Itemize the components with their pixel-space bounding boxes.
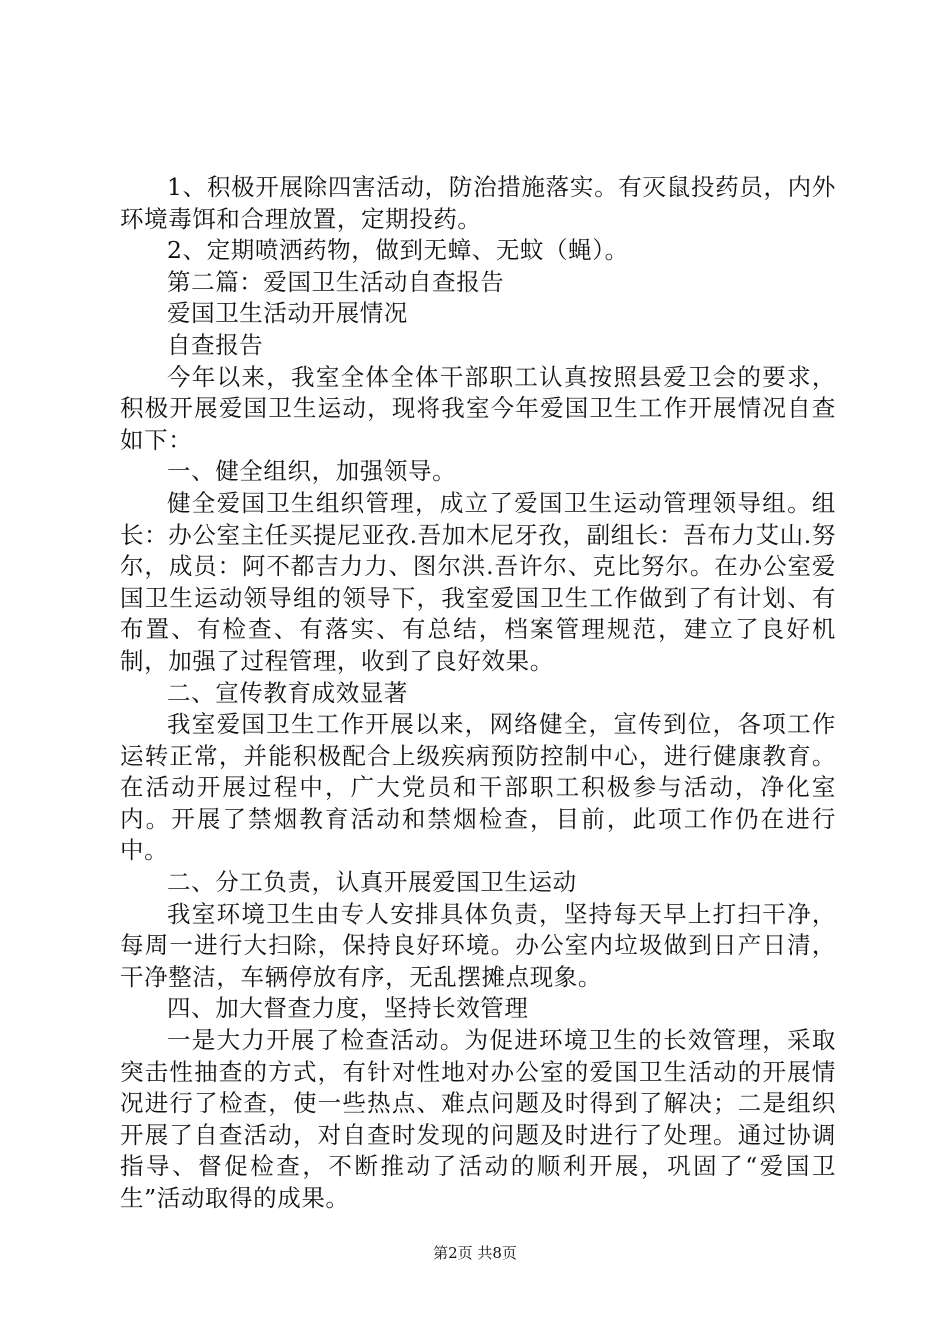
heading-education: 二、宣传教育成效显著 (167, 678, 408, 707)
section-heading-part-two: 第二篇：爱国卫生活动自查报告 (167, 267, 505, 296)
heading-responsibility: 二、分工负责，认真开展爱国卫生运动 (167, 868, 577, 897)
paragraph-supervision: 一是大力开展了检查活动。为促进环境卫生的长效管理，采取突击性抽查的方式，有针对性地对办公室的爱国卫生活动的开展情况进行了检查，使一些热点、难点问题及时得到了解决；二是组织开展了自查活动，对自查时发现的问题及时进行了处理。通过协调指导、督促检查，不断推动了活动的顺利开展，巩固了“爱国卫生”活动取得的成果。 (120, 1026, 836, 1212)
page-number-footer: 第2页 共8页 (433, 1244, 517, 1262)
paragraph-education: 我室爱国卫生工作开展以来，网络健全，宣传到位，各项工作运转正常，并能积极配合上级疾病预防控制中心，进行健康教育。在活动开展过程中，广大党员和干部职工积极参与活动，净化室内。开展了禁烟教育活动和禁烟检查，目前，此项工作仍在进行中。 (120, 710, 836, 865)
report-title-line-1: 爱国卫生活动开展情况 (167, 299, 408, 328)
intro-paragraph: 今年以来，我室全体全体干部职工认真按照县爱卫会的要求，积极开展爱国卫生运动，现将我室今年爱国卫生工作开展情况自查如下： (120, 362, 836, 454)
paragraph-organization: 健全爱国卫生组织管理，成立了爱国卫生运动管理领导组。组长：办公室主任买提尼亚孜.吾加木尼牙孜，副组长：吾布力艾山.努尔，成员：阿不都吉力力、图尔洪.吾许尔、克比努尔。在办公室爱国卫生运动领导组的领导下，我室爱国卫生工作做到了有计划、有布置、有检查、有落实、有总结，档案管理规范，建立了良好机制，加强了过程管理，收到了良好效果。 (120, 488, 837, 675)
document-body (120, 172, 836, 1215)
report-title-line-2: 自查报告 (167, 330, 264, 359)
heading-organization: 一、健全组织，加强领导。 (167, 457, 457, 486)
heading-supervision: 四、加大督查力度，坚持长效管理 (167, 994, 529, 1023)
paragraph-item-1: 1、积极开展除四害活动，防治措施落实。有灭鼠投药员，内外环境毒饵和合理放置，定期投药。 (120, 173, 836, 233)
paragraph-responsibility: 我室环境卫生由专人安排具体负责，坚持每天早上打扫干净，每周一进行大扫除，保持良好环境。办公室内垃圾做到日产日清，干净整洁，车辆停放有序，无乱摆摊点现象。 (120, 899, 836, 991)
paragraph-item-2: 2、定期喷洒药物，做到无蟑、无蚊（蝇）。 (167, 236, 629, 265)
